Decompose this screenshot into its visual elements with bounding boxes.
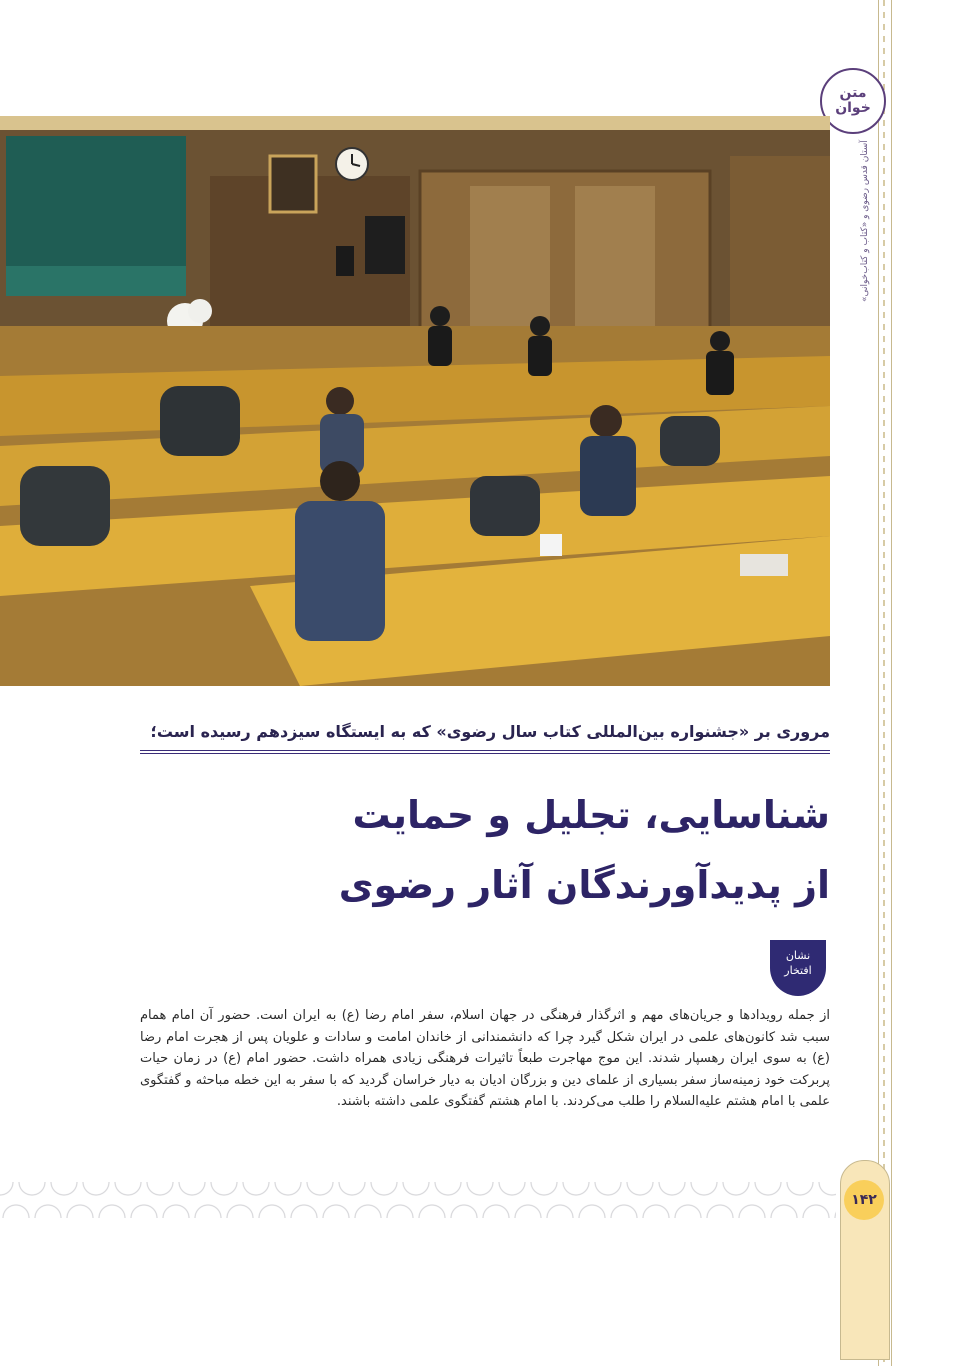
logo-text: متن خوان: [835, 84, 871, 116]
page-number: ۱۴۲: [844, 1180, 884, 1220]
article-headline: [140, 780, 830, 920]
article-body: از جمله رویدادها و جریان‌های مهم و اثرگذار فرهنگی در جهان اسلام، سفر امام رضا (ع) به ایران است. حضور آن امام همام سبب شد کانون‌های علمی در ایران شکل گیرد چرا که دانشمندانی از خاندان امامت و سادات و علویان پس از هجرت امام رضا (ع) به سوی ایران رهسپار شدند. این موج مهاجرت طبعاً تاثیرات فرهنگی زیادی همراه داشت. حضور امام (ع) در زمان حیات پربرکت خود زمینه‌ساز سفر بسیاری از علمای دین و بزرگان ادیان به دیار خراسان گردید که با سفر به این خطه مباحثه و گفتگوی علمی با امام هشتم علیه‌السلام را طلب می‌کردند. با امام هشتم گفتگوی علمی داشته باشند.: [140, 1008, 830, 1109]
headline-line-1: شناسایی، تجلیل و حمایت: [352, 793, 830, 837]
conference-hall-illustration: [0, 116, 830, 686]
footer-pattern: [0, 1182, 836, 1218]
kicker-rule: [140, 750, 830, 754]
honor-badge: [770, 940, 826, 996]
hero-photo: [0, 116, 830, 686]
vertical-caption: آستان قدس رضوی و «کتاب و کتاب‌خوانی»: [860, 140, 870, 302]
sidebar-border: [878, 0, 892, 1366]
article-kicker: مروری بر «جشنواره بین‌المللی کتاب سال رضوی» که به ایستگاه سیزدهم رسیده است؛: [150, 722, 830, 741]
headline-line-2: از پدیدآورندگان آثار رضوی: [338, 863, 830, 907]
badge-line-1: نشان: [785, 949, 811, 962]
badge-line-2: افتخار: [784, 964, 812, 977]
